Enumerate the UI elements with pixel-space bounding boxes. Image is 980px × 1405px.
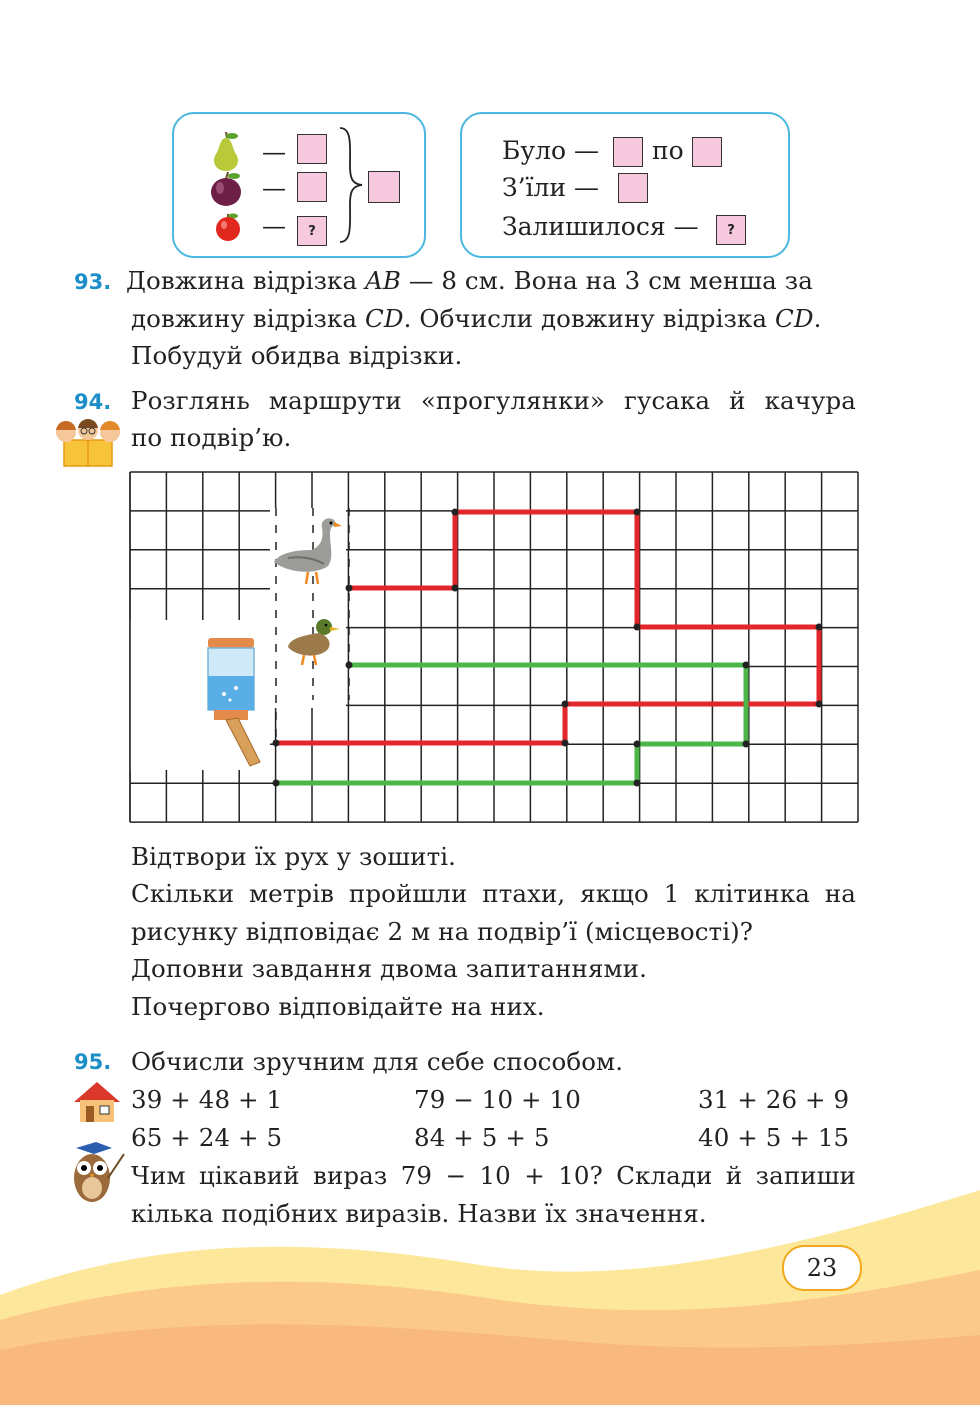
task93-line3: Побудуй обидва відрізки. xyxy=(131,341,463,370)
plum-icon xyxy=(206,170,246,208)
task95-intro: Обчисли зручним для себе способом. xyxy=(131,1047,624,1076)
task-number: 95. xyxy=(74,1050,112,1074)
answer-box-zily[interactable] xyxy=(618,173,648,203)
task93-line1: Довжина відрізка AB — 8 см. Вона на 3 см менша за xyxy=(126,266,813,295)
task94-after1: Відтвори їх рух у зошиті. xyxy=(131,842,457,871)
bird-area xyxy=(270,508,346,708)
expr: 84 + 5 + 5 xyxy=(414,1123,550,1152)
answer-box-po[interactable] xyxy=(692,137,722,167)
task94-line1: Розглянь маршрути «прогулянки» гусака й качура xyxy=(131,386,856,415)
owl-icon xyxy=(62,1140,128,1206)
task95-question1: Чим цікавий вираз 79 − 10 + 10? Склади й запиши xyxy=(131,1161,856,1190)
answer-box-zalyshylosia[interactable]: ? xyxy=(716,215,746,245)
reading-kids-icon xyxy=(52,416,124,468)
task95-question2: кілька подібних виразів. Назви їх значення. xyxy=(131,1199,707,1228)
zalyshylosia-label: Залишилося — xyxy=(502,212,699,241)
task94-after4: Доповни завдання двома запитаннями. xyxy=(131,954,648,983)
expr: 65 + 24 + 5 xyxy=(131,1123,283,1152)
answer-box-bulo[interactable] xyxy=(613,137,643,167)
answer-box-total[interactable] xyxy=(368,171,400,203)
dash: — xyxy=(262,138,286,166)
zily-label: З’їли — xyxy=(502,173,600,202)
bulo-label: Було — xyxy=(502,136,599,165)
dash: — xyxy=(262,212,286,240)
answer-box-pear[interactable] xyxy=(297,134,327,164)
expr: 39 + 48 + 1 xyxy=(131,1085,283,1114)
po-label: по xyxy=(652,136,684,165)
task94-after3: рисунку відповідає 2 м на подвір’ї (місцевості)? xyxy=(131,917,754,946)
route-grid xyxy=(128,470,863,828)
task-number: 93. xyxy=(74,270,112,294)
pear-icon xyxy=(206,130,246,172)
expr: 31 + 26 + 9 xyxy=(698,1085,850,1114)
answer-box-apple[interactable]: ? xyxy=(297,216,327,246)
task93-line2: довжину відрізка CD. Обчисли довжину відрізка CD. xyxy=(131,304,822,333)
task-number: 94. xyxy=(74,390,112,414)
apple-icon xyxy=(212,210,244,242)
house-icon xyxy=(72,1080,122,1124)
task94-after2: Скільки метрів пройшли птахи, якщо 1 клітинка на xyxy=(131,879,856,908)
curly-brace xyxy=(336,126,366,244)
expr: 40 + 5 + 15 xyxy=(698,1123,850,1152)
task94-line2: по подвір’ю. xyxy=(131,423,292,452)
expr: 79 − 10 + 10 xyxy=(414,1085,581,1114)
answer-box-plum[interactable] xyxy=(297,172,327,202)
task94-after5: Почергово відповідайте на них. xyxy=(131,992,545,1021)
dash: — xyxy=(262,174,286,202)
page-number: 23 xyxy=(782,1245,862,1291)
